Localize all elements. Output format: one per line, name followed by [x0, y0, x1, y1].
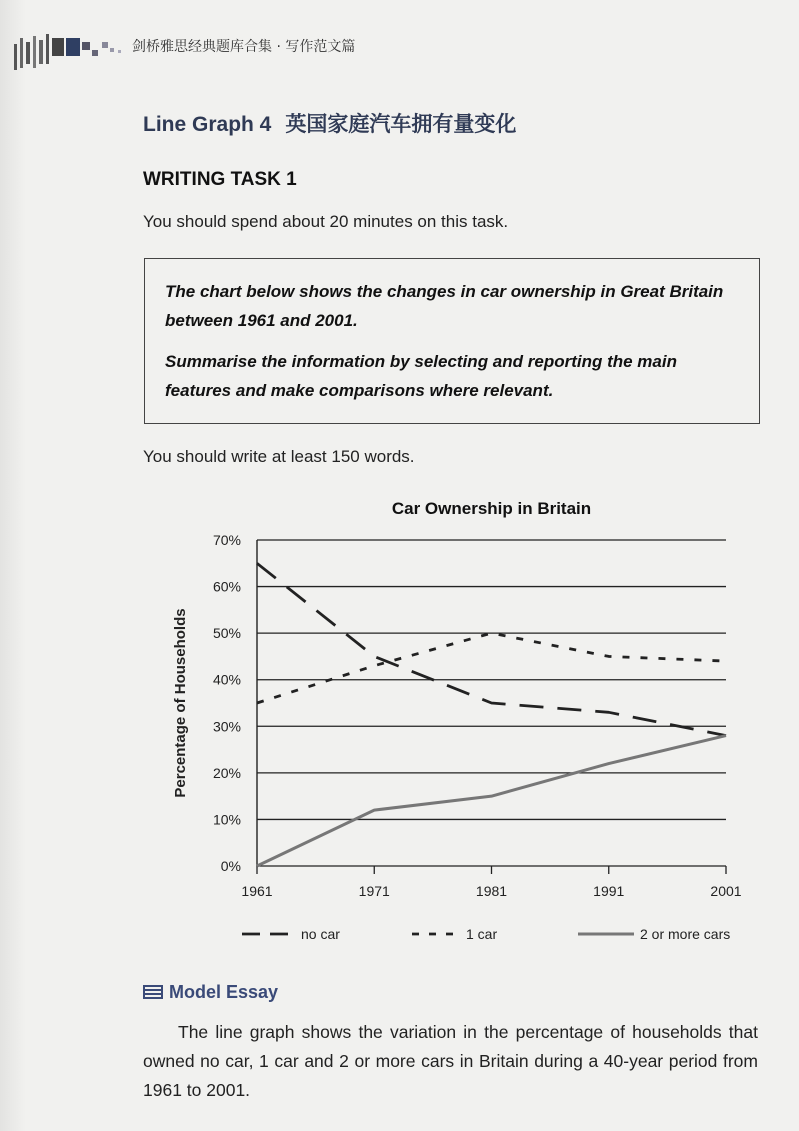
- y-tick-label: 50%: [212, 625, 241, 642]
- section-title-cn: 英国家庭汽车拥有量变化: [285, 112, 517, 136]
- legend-label-no-car: no car: [301, 926, 340, 942]
- data-point-1-car: [725, 660, 727, 662]
- prompt-text-2: Summarise the information by selecting and reporting the main features and make comparisons where relevant.: [165, 352, 677, 400]
- y-tick-label: 70%: [212, 532, 241, 548]
- section-title: [143, 108, 516, 138]
- series-line-1-car: [257, 633, 726, 703]
- data-point-no-car: [373, 655, 375, 657]
- chart-title: Car Ownership in Britain: [391, 499, 592, 518]
- book-icon: [143, 984, 163, 1000]
- y-tick-label: 30%: [212, 718, 241, 735]
- task-heading: WRITING TASK 1: [143, 169, 297, 190]
- series-line-no-car: [257, 563, 726, 735]
- y-tick-label: 40%: [212, 671, 241, 688]
- x-tick-label: 2001: [710, 883, 742, 899]
- prompt-box: [144, 258, 760, 424]
- model-essay-heading: [143, 982, 278, 1003]
- line-chart: [160, 492, 750, 952]
- word-limit-text: You should write at least 150 words.: [143, 447, 415, 466]
- legend-label-1-car: 1 car: [466, 926, 498, 942]
- page-gutter: [0, 0, 26, 1131]
- y-tick-label: 60%: [212, 578, 241, 595]
- series-line-2-or-more-cars: [257, 736, 726, 866]
- y-tick-label: 10%: [212, 811, 241, 828]
- task-instruction: You should spend about 20 minutes on this task.: [143, 212, 509, 231]
- model-essay-title: Model Essay: [169, 982, 279, 1002]
- y-axis-label: Percentage of Households: [172, 608, 189, 798]
- data-point-1-car: [373, 665, 375, 667]
- y-tick-label: 0%: [220, 858, 241, 874]
- legend-label-2-or-more-cars: 2 or more cars: [640, 926, 731, 942]
- x-tick-label: 1971: [358, 883, 390, 899]
- chart-container: [160, 492, 750, 957]
- prompt-text-1: The chart below shows the changes in car ownership in Great Britain between 1961 and 2001.: [165, 282, 724, 330]
- x-tick-label: 1981: [475, 883, 508, 899]
- section-title-en: Line Graph 4: [143, 113, 272, 136]
- running-head: 剑桥雅思经典题库合集 · 写作范文篇: [132, 39, 356, 55]
- x-tick-label: 1961: [241, 883, 273, 899]
- y-tick-label: 20%: [212, 764, 241, 781]
- header-decoration: [14, 34, 126, 74]
- x-tick-label: 1991: [593, 883, 625, 899]
- essay-paragraph: The line graph shows the variation in the percentage of households that owned no car, 1 car and 2 or more cars in Britain during a 40-year period from 1961 to 2001.: [143, 1022, 758, 1100]
